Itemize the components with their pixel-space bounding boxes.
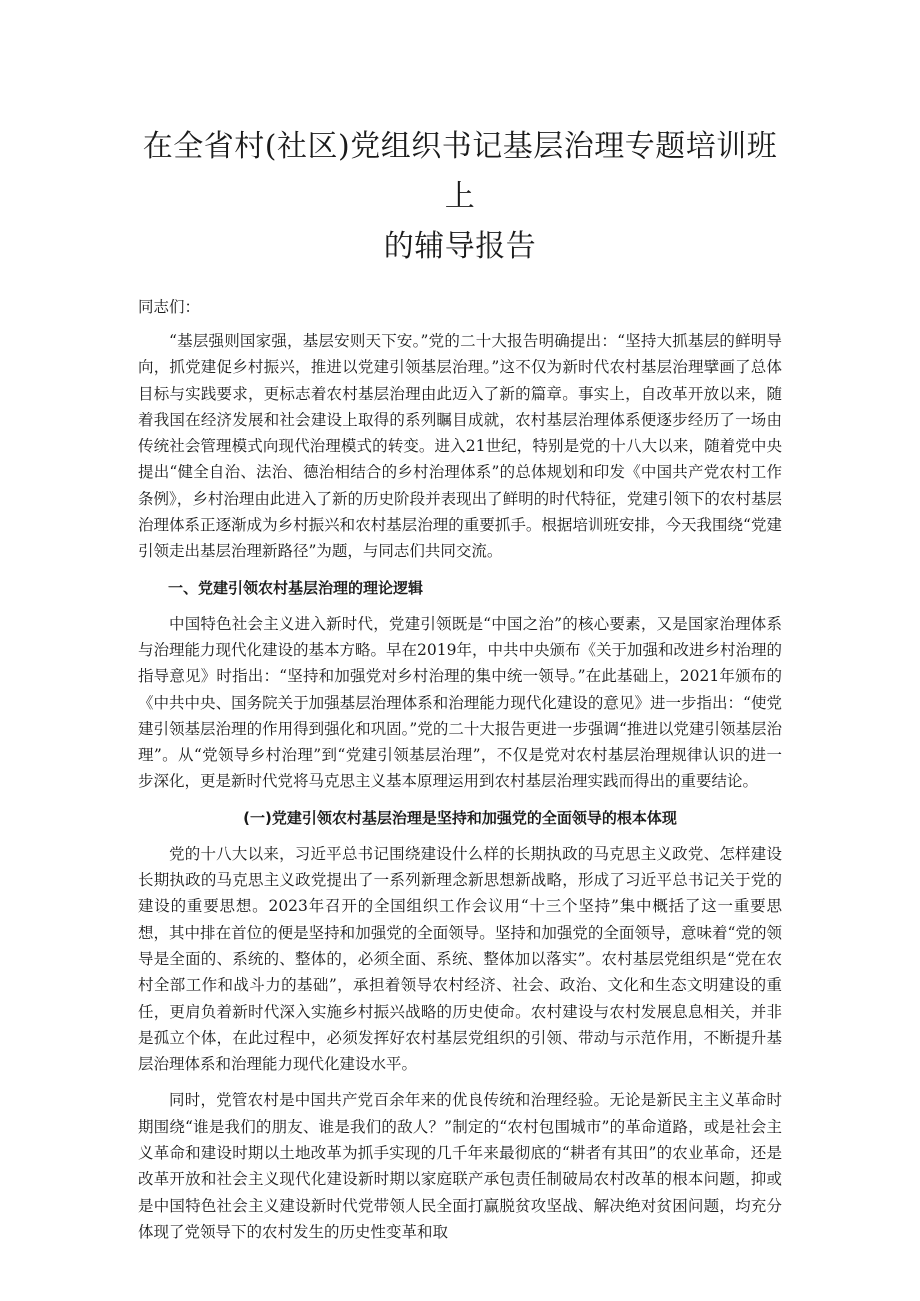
paragraph-tradition: 同时，党管农村是中国共产党百余年来的优良传统和治理经验。无论是新民主主义革命时期围绕“谁是我们的朋友、谁是我们的敌人？”制定的“农村包围城市”的革命道路，或是社会主义革命和建设时期以土地改革为抓手实现的几千年来最彻底的“耕者有其田”的农业革命，还是改革开放和社会主义现代化建设新时期以家庭联产承包责任制破局农村改革的根本问题，抑或是中国特色社会主义建设新时代党带领人民全面打赢脱贫攻坚战、解决绝对贫困问题，均充分体现了党领导下的农村发生的历史性变革和取 xyxy=(138,1091,782,1241)
salutation: 同志们： xyxy=(138,298,201,316)
subsection-heading-1: (一)党建引领农村基层治理是坚持和加强党的全面领导的根本体现 xyxy=(243,808,677,827)
title-line-2: 的辅导报告 xyxy=(383,229,537,264)
title-line-1: 在全省村(社区)党组织书记基层治理专题培训班上 xyxy=(142,129,778,214)
paragraph-intro: “基层强则国家强，基层安则天下安。”党的二十大报告明确提出：“坚持大抓基层的鲜明导向，抓党建促乡村振兴，推进以党建引领基层治理。”这不仅为新时代农村基层治理擘画了总体目标与实践要求，更标志着农村基层治理由此迈入了新的篇章。事实上，自改革开放以来，随着我国在经济发展和社会建设上取得的系列瞩目成就，农村基层治理体系便逐步经历了一场由传统社会管理模式向现代治理模式的转变。进入21世纪，特别是党的十八大以来，随着党中央提出“健全自治、法治、德治相结合的乡村治理体系”的总体规划和印发《中国共产党农村工作条例》，乡村治理由此进入了新的历史阶段并表现出了鲜明的时代特征，党建引领下的农村基层治理体系正逐渐成为乡村振兴和农村基层治理的重要抓手。根据培训班安排，今天我围绕“党建引领走出基层治理新路径”为题，与同志们共同交流。 xyxy=(138,332,782,561)
section-heading-1: 一、党建引领农村基层治理的理论逻辑 xyxy=(168,578,424,597)
document-title xyxy=(138,122,782,272)
paragraph-theory: 中国特色社会主义进入新时代，党建引领既是“中国之治”的核心要素，又是国家治理体系与治理能力现代化建设的基本方略。早在2019年，中共中央颁布《关于加强和改进乡村治理的指导意见》时指出：“坚持和加强党对乡村治理的集中统一领导。”在此基础上，2021年颁布的《中共中央、国务院关于加强基层治理体系和治理能力现代化建设的意见》进一步指出：“使党建引领基层治理的作用得到强化和巩固。”党的二十大报告更进一步强调“推进以党建引领基层治理”。从“党领导乡村治理”到“党建引领基层治理”，不仅是党对农村基层治理规律认识的进一步深化，更是新时代党将马克思主义基本原理运用到农村基层治理实践而得出的重要结论。 xyxy=(138,614,782,791)
document-page xyxy=(138,122,782,1255)
paragraph-leadership: 党的十八大以来，习近平总书记围绕建设什么样的长期执政的马克思主义政党、怎样建设长期执政的马克思主义政党提出了一系列新理念新思想新战略，形成了习近平总书记关于党的建设的重要思想。2023年召开的全国组织工作会议用“十三个坚持”集中概括了这一重要思想，其中排在首位的便是坚持和加强党的全面领导。坚持和加强党的全面领导，意味着“党的领导是全面的、系统的、整体的，必须全面、系统、整体加以落实”。农村基层党组织是“党在农村全部工作和战斗力的基础”，承担着领导农村经济、社会、政治、文化和生态文明建设的重任，更肩负着新时代深入实施乡村振兴战略的历史使命。农村建设与农村发展息息相关，并非是孤立个体，在此过程中，必须发挥好农村基层党组织的引领、带动与示范作用，不断提升基层治理体系和治理能力现代化建设水平。 xyxy=(138,844,782,1074)
